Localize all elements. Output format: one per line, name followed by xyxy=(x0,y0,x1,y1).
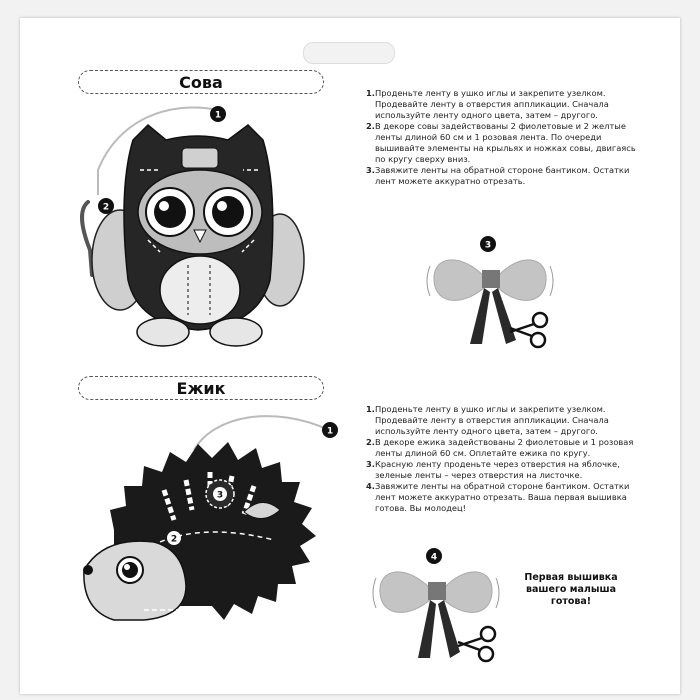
owl-bow-tails xyxy=(470,288,516,344)
owl-marker-3-label: 3 xyxy=(484,240,492,251)
owl-bow-loop-left xyxy=(434,260,486,301)
hedgehog-bow-tails xyxy=(418,600,460,658)
hedgehog-step-4: 4. Завяжите ленты на обратной стороне бантиком. Остатки лент можете аккуратно отрезать. Ваша первая вышивка готова. Вы молодец! xyxy=(366,481,630,513)
hang-slot xyxy=(303,42,395,64)
owl-bow-knot xyxy=(482,270,500,288)
owl-scissors-icon xyxy=(510,313,547,347)
hedgehog-instructions xyxy=(366,404,636,514)
owl-bow-illustration xyxy=(420,236,560,356)
hedgehog-bow-loop-right xyxy=(442,572,492,613)
owl-right-foot xyxy=(210,318,262,346)
owl-illustration xyxy=(78,100,318,350)
hedgehog-bow-knot xyxy=(428,582,446,600)
owl-marker-2-label: 2 xyxy=(102,202,110,213)
hedgehog-step-2: 2. В декоре ежика задействованы 2 фиолетовые и 1 розовая ленты длиной 60 см. Оплетайте ежика по кругу. xyxy=(366,437,634,458)
hedgehog-marker-3-label: 3 xyxy=(216,490,224,501)
hedgehog-thread xyxy=(194,416,329,450)
owl-instructions xyxy=(366,88,636,187)
hedgehog-marker-2-label: 2 xyxy=(170,534,178,545)
owl-step-2: 2. В декоре совы задействованы 2 фиолетовые и 2 желтые ленты длиной 60 см и 1 розовая лента. По очереди вышивайте элементы на крыльях и ножках совы, двигаясь по кругу сверху вниз. xyxy=(366,121,636,164)
hedgehog-scissors-icon xyxy=(458,627,495,661)
final-note: Первая вышивка вашего малыша готова! xyxy=(524,572,618,607)
hedgehog-bow-illustration xyxy=(366,548,506,668)
hedgehog-section-title: Ежик xyxy=(78,376,324,400)
owl-marker-1-label: 1 xyxy=(214,110,222,121)
hedgehog-nose xyxy=(83,565,93,575)
owl-bow-loop-right xyxy=(496,260,546,301)
owl-left-foot xyxy=(137,318,189,346)
hedgehog-illustration xyxy=(74,410,344,650)
owl-step-1: 1. Проденьте ленту в ушко иглы и закрепите узелком. Продевайте ленту в отверстия аппликации. Сначала используйте ленту одного цвета, затем – другого. xyxy=(366,88,609,120)
hedgehog-step-1: 1. Проденьте ленту в ушко иглы и закрепите узелком. Продевайте ленту в отверстия аппликации. Сначала используйте ленту одного цвета, затем – другого. xyxy=(366,404,609,436)
hedgehog-bow-loop-left xyxy=(380,572,432,613)
owl-head-bow xyxy=(182,148,218,168)
hedgehog-marker-1-label: 1 xyxy=(326,426,334,437)
owl-needle-icon xyxy=(82,202,92,275)
owl-section-title: Сова xyxy=(78,70,324,94)
owl-step-3: 3. Завяжите ленты на обратной стороне бантиком. Остатки лент можете аккуратно отрезать. xyxy=(366,165,630,186)
owl-belly xyxy=(160,256,240,324)
hedgehog-step-3: 3. Красную ленту проденьте через отверстия на яблочке, зеленые ленты – через отверстия на листочке. xyxy=(366,459,620,480)
hedgehog-marker-4-label: 4 xyxy=(430,552,438,563)
